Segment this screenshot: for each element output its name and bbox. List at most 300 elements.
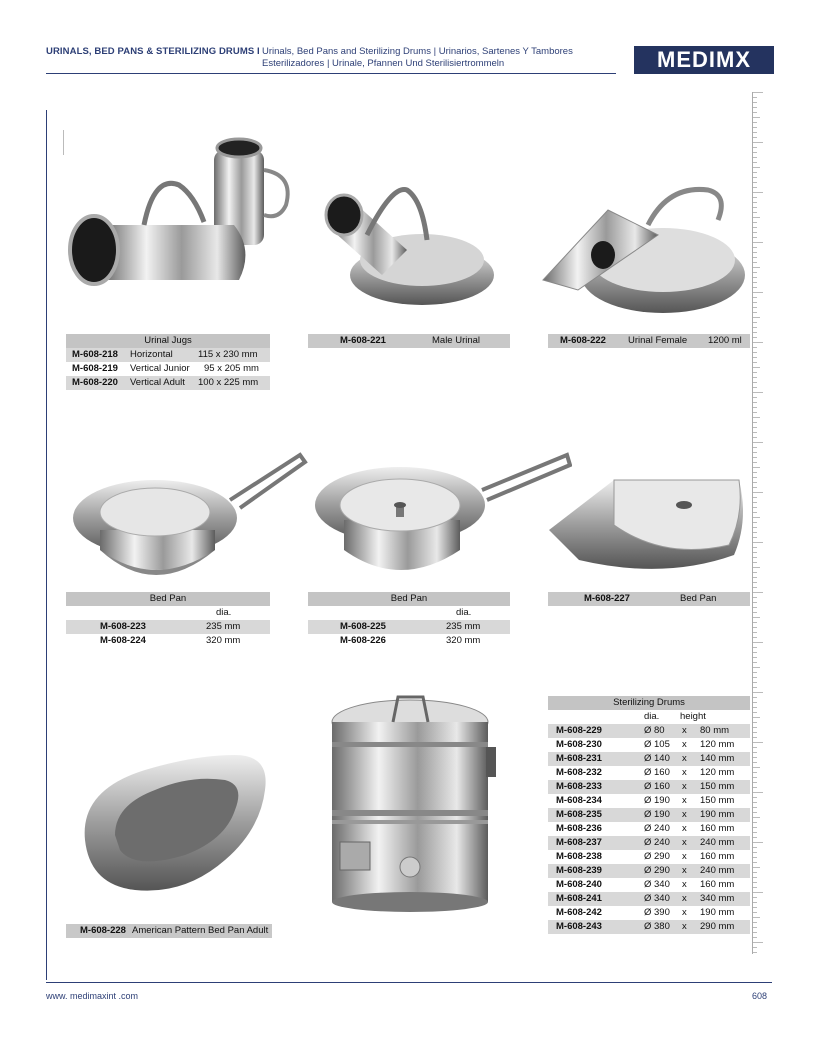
ruler-tick — [753, 517, 760, 518]
ruler-tick — [753, 867, 760, 868]
ruler-tick — [753, 642, 763, 643]
bed-pan-table-1 — [66, 592, 270, 648]
ruler-tick — [753, 512, 757, 513]
ruler-tick — [753, 637, 757, 638]
table-row — [548, 878, 750, 892]
ruler-tick — [753, 622, 757, 623]
ruler-tick — [753, 607, 757, 608]
ruler-tick — [753, 347, 757, 348]
dimension-separator: x — [682, 823, 687, 834]
ruler-tick — [753, 582, 757, 583]
dimension-separator: x — [682, 921, 687, 932]
drum-height: 150 mm — [700, 795, 735, 806]
ruler-tick — [753, 917, 760, 918]
header-rule — [46, 73, 616, 74]
product-code: M-608-225 — [340, 621, 386, 632]
ruler-tick — [753, 822, 757, 823]
product-code: M-608-235 — [556, 809, 602, 820]
ruler-tick — [753, 482, 757, 483]
drum-diameter: Ø 105 — [644, 739, 670, 750]
product-code: M-608-219 — [72, 363, 118, 374]
ruler-tick — [753, 117, 760, 118]
ruler-tick — [753, 782, 757, 783]
ruler-tick — [753, 147, 757, 148]
ruler-tick — [753, 817, 760, 818]
drum-diameter: Ø 160 — [644, 781, 670, 792]
ruler-tick — [753, 837, 757, 838]
product-code: M-608-243 — [556, 921, 602, 932]
ruler-tick — [753, 832, 757, 833]
ruler-tick — [753, 597, 757, 598]
ruler-tick — [753, 352, 757, 353]
ruler-tick — [753, 692, 763, 693]
product-code: M-608-228 — [80, 925, 126, 936]
product-code: M-608-234 — [556, 795, 602, 806]
ruler-tick — [753, 112, 757, 113]
ruler-tick — [753, 522, 757, 523]
ruler-tick — [753, 842, 763, 843]
ruler-tick — [753, 342, 763, 343]
drum-diameter: Ø 190 — [644, 795, 670, 806]
ruler-tick — [753, 787, 757, 788]
ruler-tick — [753, 272, 757, 273]
table-row — [548, 920, 750, 934]
product-name: Vertical Junior — [130, 363, 190, 374]
american-bed-pan-image — [75, 750, 275, 900]
ruler-tick — [753, 172, 757, 173]
ruler-tick — [753, 672, 757, 673]
bed-pan-3-caption — [548, 592, 750, 606]
ruler-tick — [753, 302, 757, 303]
ruler-tick — [753, 387, 757, 388]
ruler-tick — [753, 312, 757, 313]
bed-pan-title: Bed Pan — [66, 592, 270, 606]
product-name: Male Urinal — [432, 335, 481, 346]
bed-pan-image-2 — [312, 450, 572, 590]
drum-height: 140 mm — [700, 753, 735, 764]
product-code: M-608-221 — [340, 335, 386, 346]
bed-pan-table-2 — [308, 592, 510, 648]
ruler-tick — [753, 777, 757, 778]
product-name: Bed Pan — [680, 593, 717, 604]
product-size: 95 x 205 mm — [204, 363, 259, 374]
ruler-tick — [753, 947, 757, 948]
drum-height: 240 mm — [700, 837, 735, 848]
dimension-separator: x — [682, 907, 687, 918]
drum-height: 340 mm — [700, 893, 735, 904]
ruler-tick — [753, 927, 757, 928]
drum-diameter: Ø 240 — [644, 837, 670, 848]
ruler-tick — [753, 222, 757, 223]
dimension-separator: x — [682, 739, 687, 750]
ruler-tick — [753, 542, 763, 543]
ruler-tick — [753, 467, 760, 468]
section-title: URINALS, BED PANS & STERILIZING DRUMS I — [46, 46, 260, 57]
ruler-tick — [753, 722, 757, 723]
table-row — [548, 766, 750, 780]
ruler-tick — [753, 877, 757, 878]
ruler-tick — [753, 297, 757, 298]
ruler-tick — [753, 292, 763, 293]
ruler-tick — [753, 707, 757, 708]
ruler-tick — [753, 627, 757, 628]
ruler-tick — [753, 437, 757, 438]
ruler-tick — [753, 107, 757, 108]
ruler-tick — [753, 247, 757, 248]
left-margin-rule — [46, 110, 47, 980]
ruler-tick — [753, 192, 763, 193]
bed-pan-title: Bed Pan — [308, 592, 510, 606]
table-row — [548, 836, 750, 850]
product-size: 320 mm — [206, 635, 241, 646]
ruler-tick — [753, 157, 757, 158]
drum-height: 160 mm — [700, 851, 735, 862]
ruler-tick — [753, 402, 757, 403]
table-row — [548, 780, 750, 794]
ruler-tick — [753, 857, 757, 858]
ruler-tick — [753, 807, 757, 808]
drum-height: 190 mm — [700, 809, 735, 820]
ruler-tick — [753, 887, 757, 888]
product-code: M-608-242 — [556, 907, 602, 918]
table-row — [548, 864, 750, 878]
ruler-tick — [753, 812, 757, 813]
ruler-tick — [753, 97, 757, 98]
ruler-tick — [753, 92, 763, 93]
ruler-tick — [753, 462, 757, 463]
product-code: M-608-224 — [100, 635, 146, 646]
ruler-tick — [753, 657, 757, 658]
ruler-tick — [753, 162, 757, 163]
ruler-tick — [753, 432, 757, 433]
ruler-tick — [753, 547, 757, 548]
ruler-tick — [753, 407, 757, 408]
ruler-tick — [753, 397, 757, 398]
urinal-jugs-image — [64, 130, 300, 290]
ruler-tick — [753, 562, 757, 563]
ruler-tick — [753, 862, 757, 863]
ruler-tick — [753, 477, 757, 478]
ruler-tick — [753, 287, 757, 288]
ruler-tick — [753, 932, 757, 933]
product-code: M-608-230 — [556, 739, 602, 750]
dimension-separator: x — [682, 809, 687, 820]
ruler-tick — [753, 152, 757, 153]
ruler-tick — [753, 767, 760, 768]
urinal-jugs-title: Urinal Jugs — [66, 334, 270, 348]
dimension-separator: x — [682, 865, 687, 876]
ruler-tick — [753, 792, 763, 793]
product-code: M-608-233 — [556, 781, 602, 792]
ruler-tick — [753, 447, 757, 448]
ruler-tick — [753, 327, 757, 328]
ruler-tick — [753, 687, 757, 688]
ruler-tick — [753, 567, 760, 568]
urinal-jugs-table — [66, 334, 270, 390]
table-row — [548, 794, 750, 808]
table-row — [308, 634, 510, 648]
ruler-tick — [753, 612, 757, 613]
drum-height: 120 mm — [700, 739, 735, 750]
ruler-tick — [753, 952, 757, 953]
ruler-tick — [753, 472, 757, 473]
ruler-tick — [753, 852, 757, 853]
ruler-tick — [753, 907, 757, 908]
table-row — [66, 376, 270, 390]
product-name: Urinal Female — [628, 335, 688, 346]
ruler-tick — [753, 102, 757, 103]
ruler-tick — [753, 307, 757, 308]
table-row — [548, 906, 750, 920]
ruler-tick — [753, 532, 757, 533]
ruler-tick — [753, 662, 757, 663]
product-code: M-608-239 — [556, 865, 602, 876]
ruler-tick — [753, 752, 757, 753]
drum-height: 290 mm — [700, 921, 735, 932]
ruler-tick — [753, 902, 757, 903]
product-size: 320 mm — [446, 635, 481, 646]
ruler-tick — [753, 337, 757, 338]
ruler-tick — [753, 232, 757, 233]
ruler-tick — [753, 212, 757, 213]
ruler-tick — [753, 502, 757, 503]
ruler-tick — [753, 937, 757, 938]
dimension-separator: x — [682, 795, 687, 806]
table-row — [548, 738, 750, 752]
drum-height: 160 mm — [700, 823, 735, 834]
drum-diameter: Ø 160 — [644, 767, 670, 778]
dimension-separator: x — [682, 851, 687, 862]
male-urinal-caption — [308, 334, 510, 348]
ruler-tick — [753, 417, 760, 418]
dimension-separator: x — [682, 753, 687, 764]
sterilizing-drums-title: Sterilizing Drums — [548, 696, 750, 710]
subtitle-line-2: Esterilizadores | Urinale, Pfannen Und Sterilisiertrommeln — [262, 58, 505, 69]
ruler-tick — [753, 242, 763, 243]
product-code: M-608-229 — [556, 725, 602, 736]
ruler-tick — [753, 942, 763, 943]
website-text: www. medimaxint .com — [46, 991, 139, 1001]
ruler-tick — [753, 197, 757, 198]
ruler-tick — [753, 492, 763, 493]
dia-column-header: dia. — [644, 711, 660, 722]
product-code: M-608-227 — [584, 593, 630, 604]
subtitle-line-1: Urinals, Bed Pans and Sterilizing Drums | Urinarios, Sartenes Y Tambores — [262, 46, 573, 57]
table-row — [66, 620, 270, 634]
female-urinal-caption — [548, 334, 750, 348]
drum-height: 120 mm — [700, 767, 735, 778]
drum-diameter: Ø 340 — [644, 893, 670, 904]
product-name: American Pattern Bed Pan Adult — [132, 925, 269, 936]
ruler-tick — [753, 682, 757, 683]
ruler-tick — [753, 717, 760, 718]
footer-rule — [46, 982, 772, 983]
ruler-tick — [753, 332, 757, 333]
ruler-tick — [753, 277, 757, 278]
table-row — [548, 892, 750, 906]
ruler-tick — [753, 177, 757, 178]
ruler-tick — [753, 577, 757, 578]
ruler-tick — [753, 122, 757, 123]
table-row — [548, 752, 750, 766]
drum-diameter: Ø 190 — [644, 809, 670, 820]
dimension-separator: x — [682, 725, 687, 736]
table-row — [548, 822, 750, 836]
ruler-tick — [753, 427, 757, 428]
drum-diameter: Ø 290 — [644, 865, 670, 876]
ruler-tick — [753, 617, 760, 618]
ruler-tick — [753, 557, 757, 558]
product-size: 235 mm — [206, 621, 241, 632]
product-size: 235 mm — [446, 621, 481, 632]
dimension-separator: x — [682, 781, 687, 792]
ruler-tick — [753, 202, 757, 203]
ruler-tick — [753, 187, 757, 188]
ruler-tick — [753, 892, 763, 893]
table-row — [548, 850, 750, 864]
product-code: M-608-218 — [72, 349, 118, 360]
ruler-tick — [753, 872, 757, 873]
drum-diameter: Ø 140 — [644, 753, 670, 764]
product-code: M-608-223 — [100, 621, 146, 632]
product-code: M-608-236 — [556, 823, 602, 834]
ruler-tick — [753, 772, 757, 773]
ruler-tick — [753, 137, 757, 138]
dimension-separator: x — [682, 893, 687, 904]
ruler-tick — [753, 142, 763, 143]
ruler-tick — [753, 912, 757, 913]
ruler-tick — [753, 362, 757, 363]
ruler-tick — [753, 667, 760, 668]
product-size: 115 x 230 mm — [198, 349, 258, 360]
ruler-tick — [753, 757, 757, 758]
dimension-separator: x — [682, 837, 687, 848]
ruler-tick — [753, 897, 757, 898]
product-code: M-608-241 — [556, 893, 602, 904]
table-header-row — [548, 710, 750, 724]
ruler-tick — [753, 457, 757, 458]
ruler-tick — [753, 727, 757, 728]
ruler-tick — [753, 392, 763, 393]
brand-logo: MEDIMX — [634, 46, 774, 74]
ruler-tick — [753, 252, 757, 253]
drum-diameter: Ø 380 — [644, 921, 670, 932]
dia-column-header: dia. — [456, 607, 472, 618]
ruler-tick — [753, 412, 757, 413]
drum-rows — [548, 724, 750, 934]
ruler-tick — [753, 647, 757, 648]
table-row — [66, 362, 270, 376]
ruler-tick — [753, 372, 757, 373]
ruler-tick — [753, 182, 757, 183]
drum-height: 150 mm — [700, 781, 735, 792]
ruler-tick — [753, 452, 757, 453]
measurement-ruler — [752, 92, 773, 954]
sterilizing-drums-table — [548, 696, 750, 934]
drum-height: 240 mm — [700, 865, 735, 876]
height-column-header: height — [680, 711, 706, 722]
product-code: M-608-220 — [72, 377, 118, 388]
ruler-tick — [753, 882, 757, 883]
ruler-tick — [753, 442, 763, 443]
table-header-row — [66, 606, 270, 620]
sterilizing-drum-image — [318, 692, 504, 912]
product-code: M-608-238 — [556, 851, 602, 862]
table-row — [66, 348, 270, 362]
ruler-tick — [753, 747, 757, 748]
ruler-tick — [753, 132, 757, 133]
product-code: M-608-240 — [556, 879, 602, 890]
ruler-tick — [753, 732, 757, 733]
ruler-tick — [753, 367, 760, 368]
ruler-tick — [753, 762, 757, 763]
ruler-tick — [753, 847, 757, 848]
product-volume: 1200 ml — [708, 335, 742, 346]
ruler-tick — [753, 632, 757, 633]
table-header-row — [308, 606, 510, 620]
product-name: Vertical Adult — [130, 377, 185, 388]
ruler-tick — [753, 552, 757, 553]
product-size: 100 x 225 mm — [198, 377, 259, 388]
ruler-tick — [753, 167, 760, 168]
drum-diameter: Ø 340 — [644, 879, 670, 890]
product-code: M-608-231 — [556, 753, 602, 764]
ruler-tick — [753, 677, 757, 678]
table-row — [66, 634, 270, 648]
table-row — [308, 620, 510, 634]
drum-height: 80 mm — [700, 725, 730, 736]
ruler-tick — [753, 827, 757, 828]
ruler-tick — [753, 217, 760, 218]
bed-pan-image-3 — [544, 470, 750, 580]
ruler-tick — [753, 652, 757, 653]
dimension-separator: x — [682, 767, 687, 778]
ruler-tick — [753, 537, 757, 538]
ruler-tick — [753, 797, 757, 798]
ruler-tick — [753, 572, 757, 573]
ruler-tick — [753, 742, 763, 743]
ruler-tick — [753, 922, 757, 923]
section-subtitle — [262, 46, 573, 70]
product-name: Horizontal — [130, 349, 173, 360]
product-code: M-608-226 — [340, 635, 386, 646]
ruler-tick — [753, 487, 757, 488]
ruler-tick — [753, 507, 757, 508]
ruler-tick — [753, 317, 760, 318]
product-code: M-608-232 — [556, 767, 602, 778]
ruler-tick — [753, 377, 757, 378]
ruler-tick — [753, 257, 757, 258]
table-row — [548, 724, 750, 738]
ruler-tick — [753, 592, 763, 593]
american-bed-pan-caption — [66, 924, 272, 938]
page-number: 608 — [752, 991, 768, 1001]
drum-diameter: Ø 390 — [644, 907, 670, 918]
table-row — [548, 808, 750, 822]
ruler-tick — [753, 702, 757, 703]
drum-diameter: Ø 240 — [644, 823, 670, 834]
ruler-tick — [753, 737, 757, 738]
ruler-tick — [753, 267, 760, 268]
ruler-tick — [753, 527, 757, 528]
ruler-tick — [753, 322, 757, 323]
ruler-tick — [753, 357, 757, 358]
drum-diameter: Ø 80 — [644, 725, 665, 736]
ruler-tick — [753, 207, 757, 208]
ruler-tick — [753, 382, 757, 383]
drum-height: 160 mm — [700, 879, 735, 890]
ruler-tick — [753, 127, 757, 128]
